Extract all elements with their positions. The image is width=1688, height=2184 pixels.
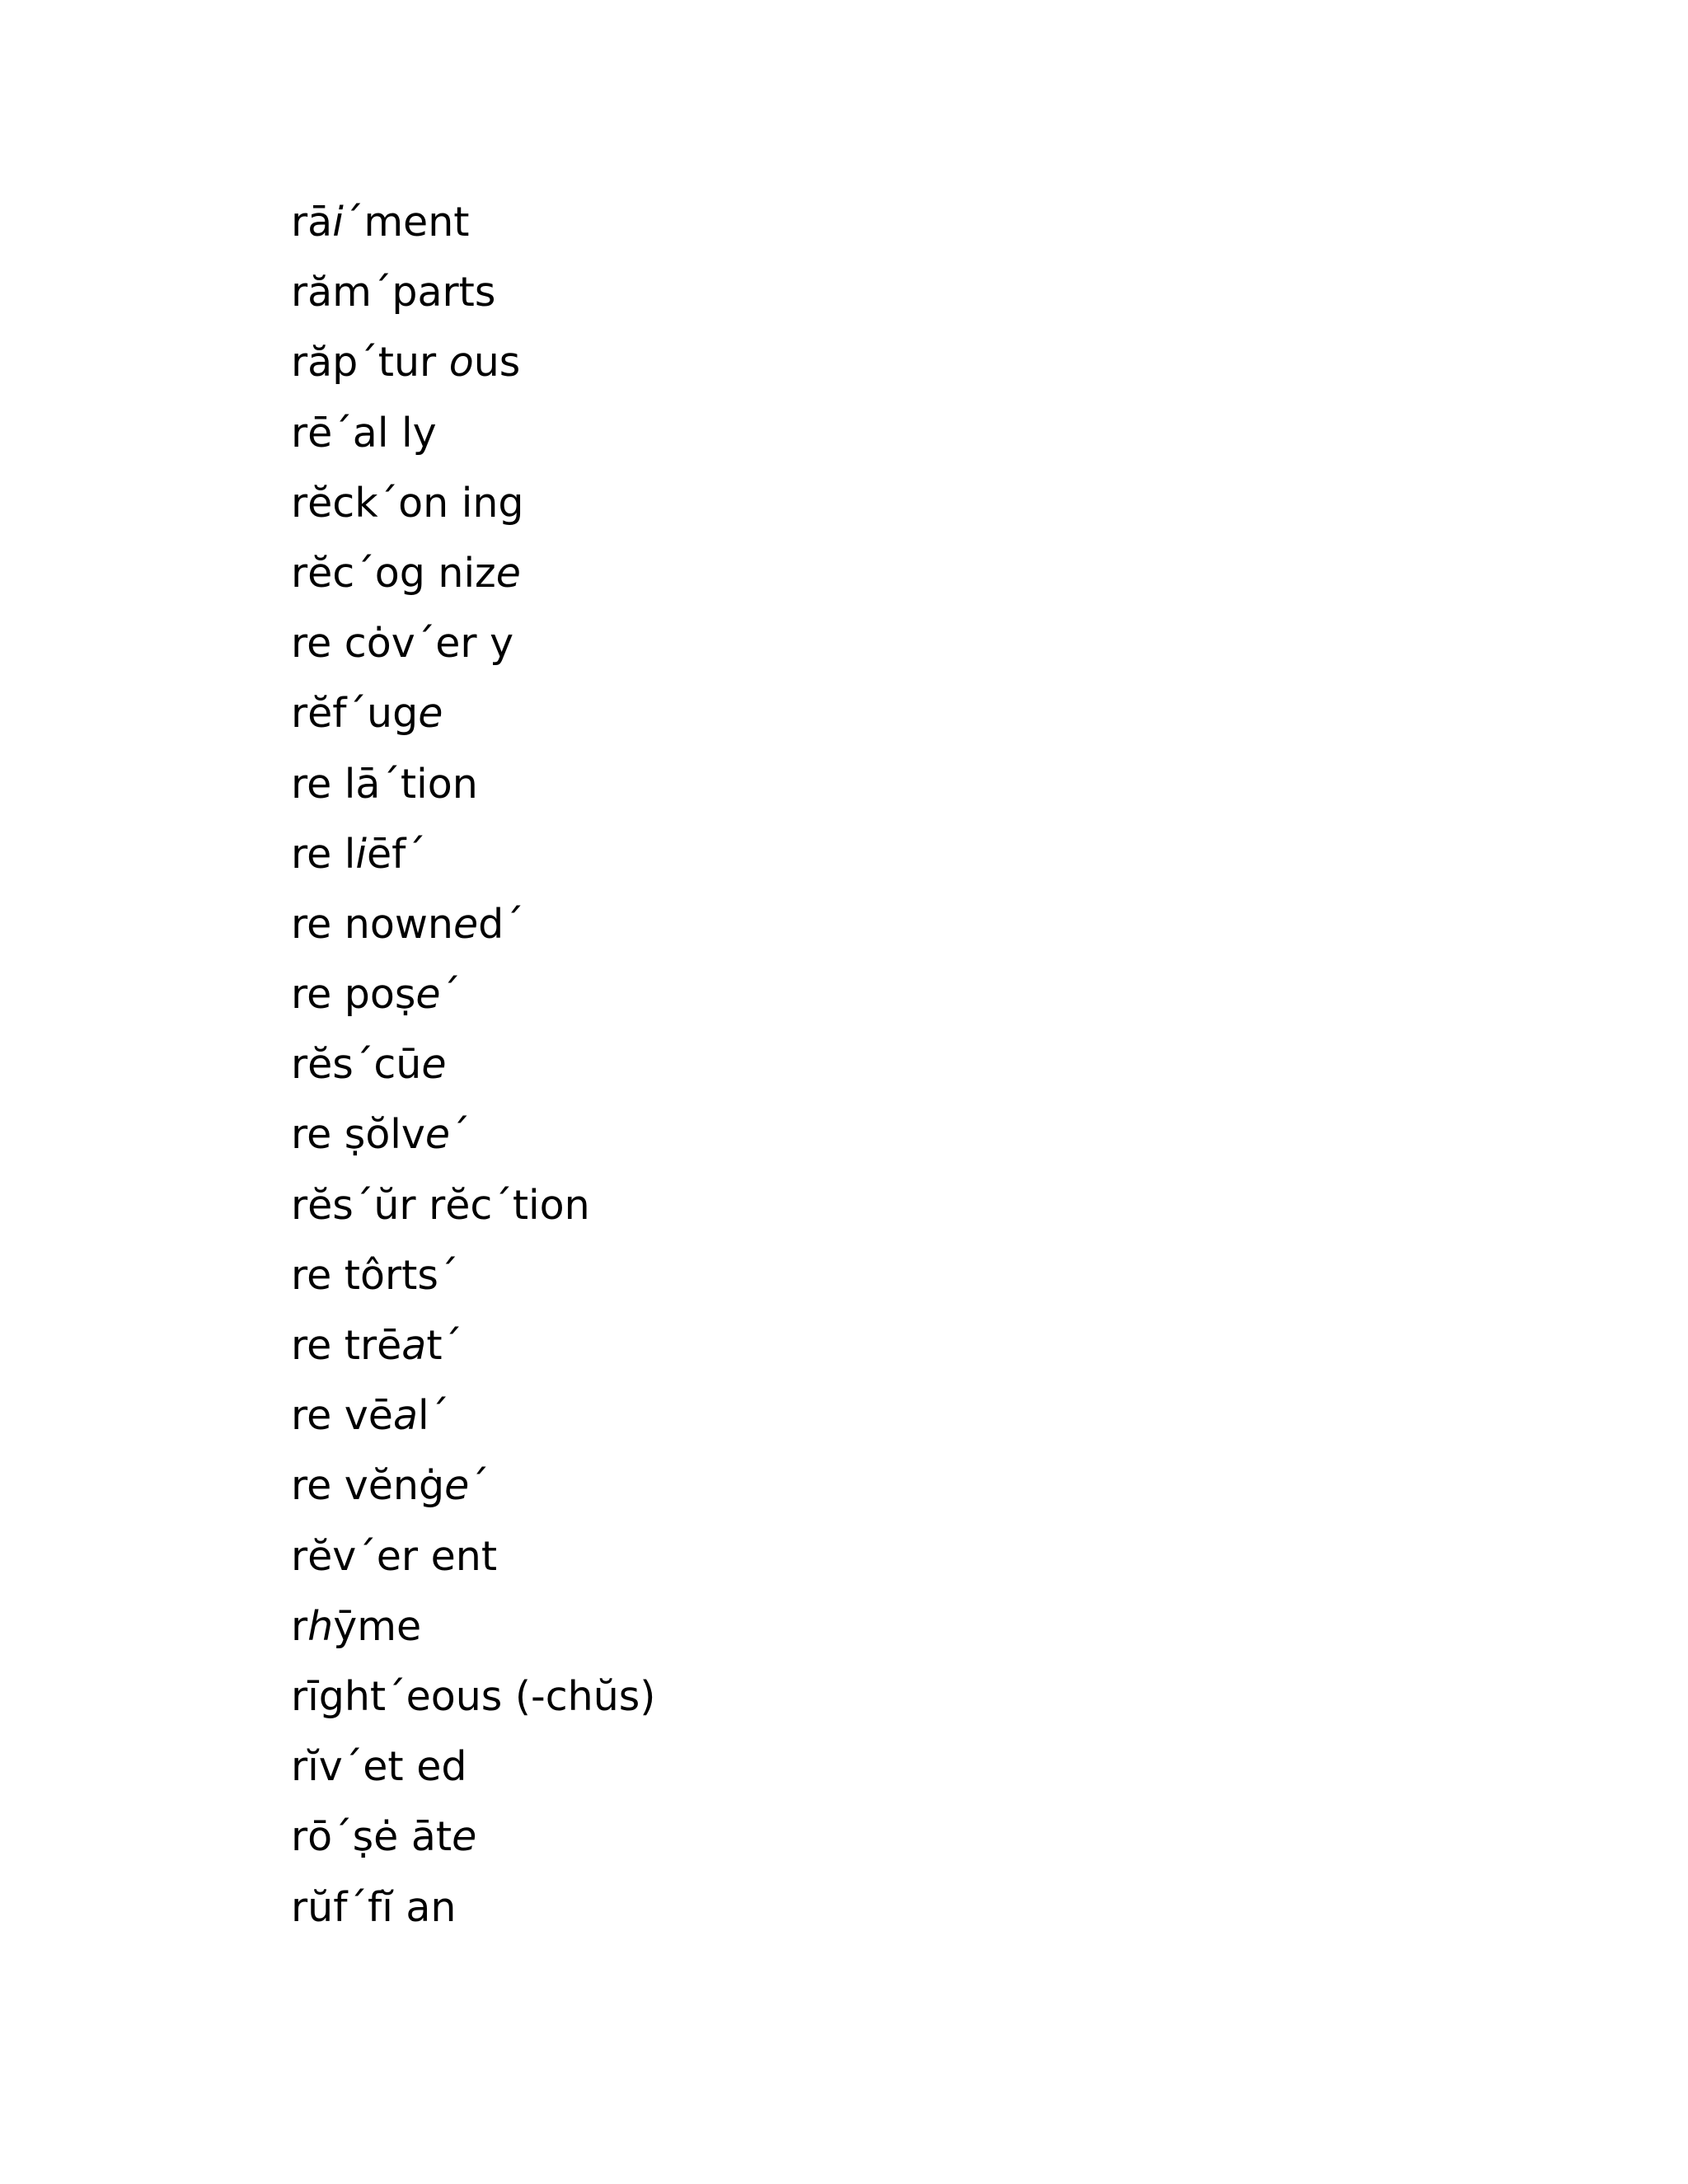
word-segment: l´ [417,1392,450,1440]
word-segment: ā [307,199,333,246]
word-segment: rĭv´et ed [291,1743,467,1791]
word-segment: ´ [440,971,462,1019]
word-entry [291,1038,655,1108]
word-entry [291,1601,655,1671]
word-entry [291,1390,655,1460]
word-entry [291,1741,655,1811]
word-entry [291,1108,655,1179]
word-entry [291,266,655,336]
silent-letter: e [452,900,479,948]
word-entry [291,758,655,828]
word-entry [291,196,655,266]
word-segment: ´ [469,1462,490,1510]
word-segment: rĕf´ug [291,690,419,738]
word-entry [291,407,655,477]
word-entry [291,477,655,547]
word-entry [291,1671,655,1741]
word-entry [291,1179,655,1249]
word-entry [291,1530,655,1601]
word-segment: rō´ṣė āt [291,1813,452,1861]
word-segment: ´ment [343,199,470,246]
silent-letter: e [452,1813,477,1861]
word-entry [291,336,655,406]
word-segment: re poṣ [291,971,416,1019]
word-segment: d´ [478,900,524,948]
word-segment: rĕs´cū [291,1041,422,1089]
pronunciation-word-list [291,196,655,1952]
word-segment: rē´al ly [291,409,437,457]
word-segment: re trē [291,1322,402,1369]
word-segment: r [291,199,308,246]
word-segment: re ṣŏlv [291,1111,425,1159]
word-segment: rĕc´og niz [291,549,496,597]
silent-letter: e [444,1462,470,1510]
word-segment: t´ [426,1322,463,1369]
silent-letter: e [418,690,443,738]
word-entry [291,898,655,968]
silent-letter: e [415,971,441,1019]
silent-letter: e [495,549,521,597]
silent-letter: i [332,199,344,246]
word-segment: re nown [291,900,453,948]
word-segment: re vē [291,1392,393,1440]
word-entry [291,828,655,898]
word-segment: ´ [450,1111,471,1159]
word-entry [291,617,655,687]
word-entry [291,687,655,757]
word-segment: ȳme [333,1602,422,1650]
word-segment: rĕs´ŭr rĕc´tion [291,1181,590,1229]
word-entry [291,1882,655,1952]
word-entry [291,968,655,1038]
word-segment: re tôrts´ [291,1251,459,1299]
silent-letter: o [448,339,474,387]
word-segment: rĕck´on ing [291,479,524,527]
word-segment: rĕv´er ent [291,1532,498,1580]
word-segment: rīght´eous (-chŭs) [291,1672,656,1720]
word-segment: ēf´ [367,830,426,878]
word-entry [291,1249,655,1319]
word-entry [291,1319,655,1390]
word-segment: us [473,339,521,387]
word-segment: re l [291,830,356,878]
word-segment: rŭf´fĭ an [291,1883,457,1931]
word-segment: răp´tur [291,339,449,387]
silent-letter: e [421,1041,447,1089]
silent-letter: e [424,1111,451,1159]
word-segment: răm´parts [291,269,496,316]
silent-letter: a [392,1392,418,1440]
word-segment: r [291,1602,308,1650]
word-entry [291,547,655,617]
silent-letter: i [355,830,368,878]
word-segment: re vĕnġ [291,1462,445,1510]
word-segment: re cȯv´er y [291,620,514,668]
silent-letter: h [307,1602,334,1650]
word-entry [291,1460,655,1530]
word-entry [291,1811,655,1881]
word-segment: re lā´tion [291,760,478,808]
silent-letter: a [401,1322,427,1369]
